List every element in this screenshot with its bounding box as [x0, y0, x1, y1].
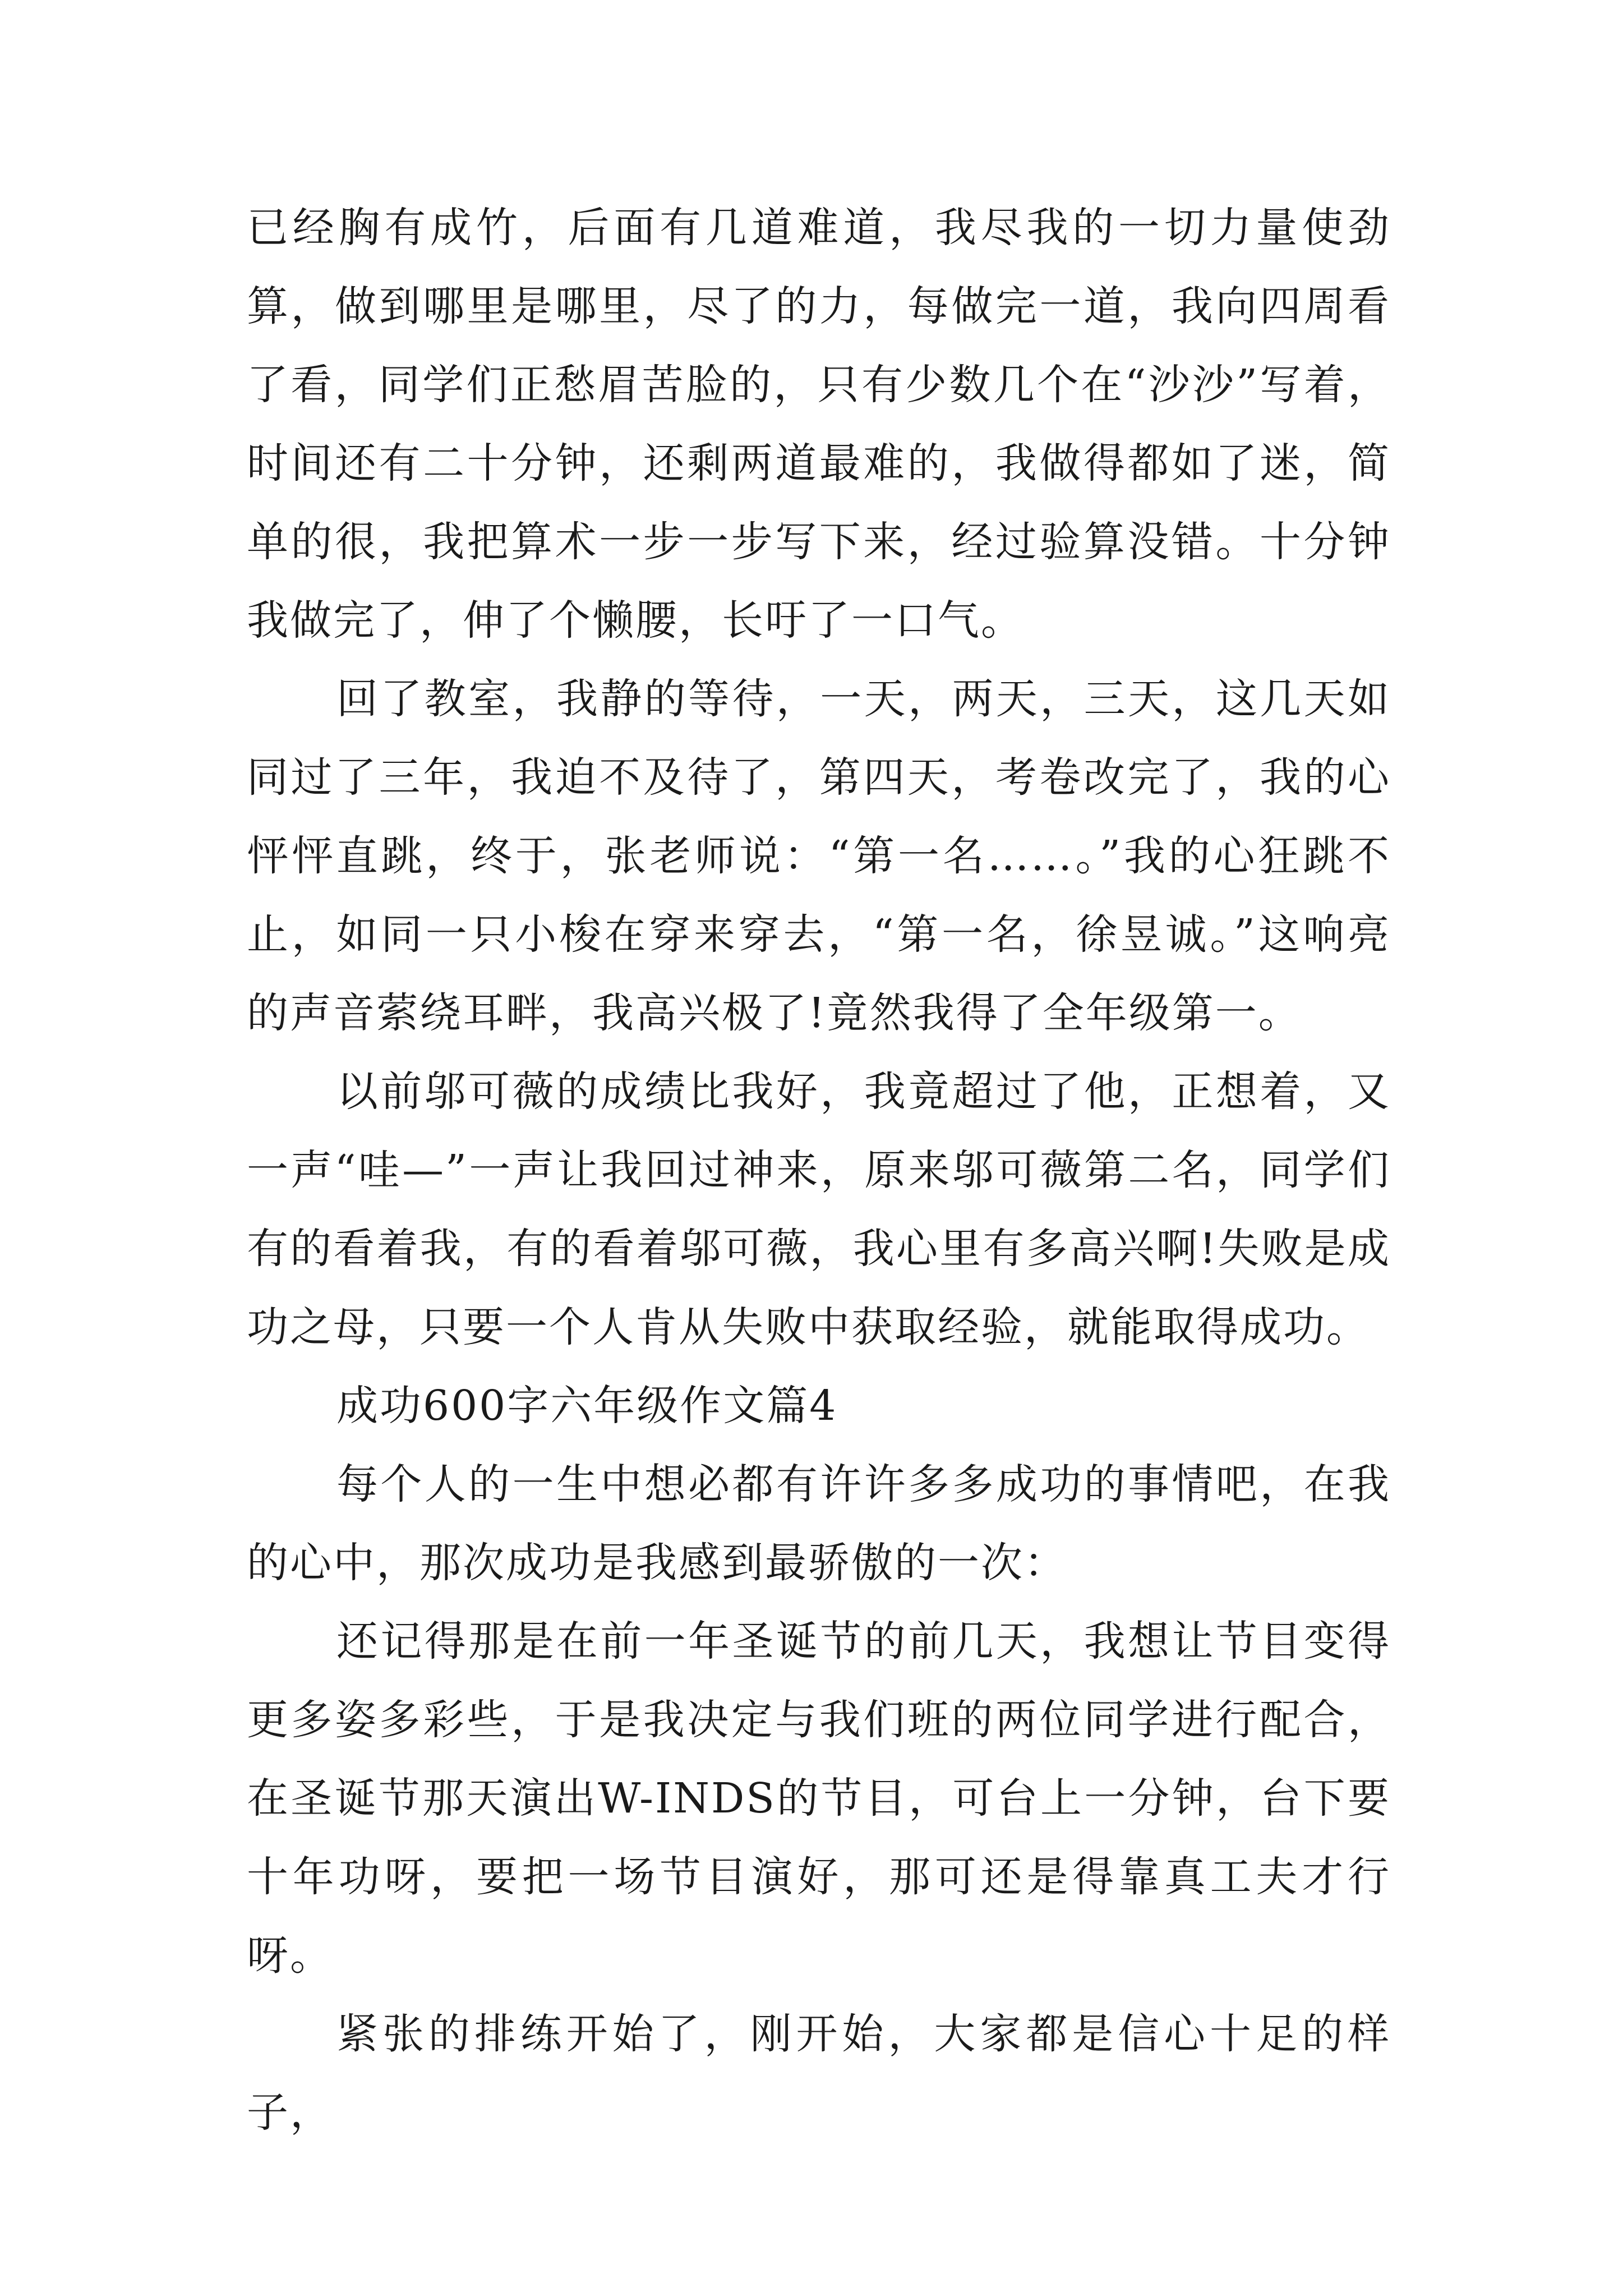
paragraph-exam-continuation: 已经胸有成竹，后面有几道难道，我尽我的一切力量使劲算，做到哪里是哪里，尽了的力，每做完一道，我向四周看了看，同学们正愁眉苦脸的，只有少数几个在“沙沙”写着，时间还有二十分钟，还剩两道最难的，我做得都如了迷，简单的很，我把算术一步一步写下来，经过验算没错。十分钟我做完了，伸了个懒腰，长吁了一口气。: [247, 204, 1391, 645]
paragraph-essay4-intro: 每个人的一生中想必都有许许多多成功的事情吧，在我的心中，那次成功是我感到最骄傲的一次：: [247, 1460, 1391, 1587]
paragraph-rehearsal-start: 紧张的排练开始了，刚开始，大家都是信心十足的样子，: [247, 2010, 1391, 2137]
document-body: [247, 188, 1391, 2152]
paragraph-christmas-show: 还记得那是在前一年圣诞节的前几天，我想让节目变得更多姿多彩些，于是我决定与我们班的两位同学进行配合，在圣诞节那天演出W-INDS的节目，可台上一分钟，台下要十年功呀，要把一场节目演好，那可还是得靠真工夫才行呀。: [247, 1617, 1391, 1980]
paragraph-waiting-results: 回了教室，我静的等待，一天，两天，三天，这几天如同过了三年，我迫不及待了，第四天，考卷改完了，我的心怦怦直跳，终于，张老师说：“第一名……。”我的心狂跳不止，如同一只小梭在穿来穿去，“第一名，徐昱诚。”这响亮的声音萦绕耳畔，我高兴极了!竟然我得了全年级第一。: [247, 675, 1391, 1037]
section-heading: 成功600字六年级作文篇4: [336, 1382, 838, 1430]
paragraph-surpassed-rival: 以前邬可薇的成绩比我好，我竟超过了他，正想着，又一声“哇—”一声让我回过神来，原来邬可薇第二名，同学们有的看着我，有的看着邬可薇，我心里有多高兴啊!失败是成功之母，只要一个人肯从失败中获取经验，就能取得成功。: [247, 1068, 1391, 1351]
